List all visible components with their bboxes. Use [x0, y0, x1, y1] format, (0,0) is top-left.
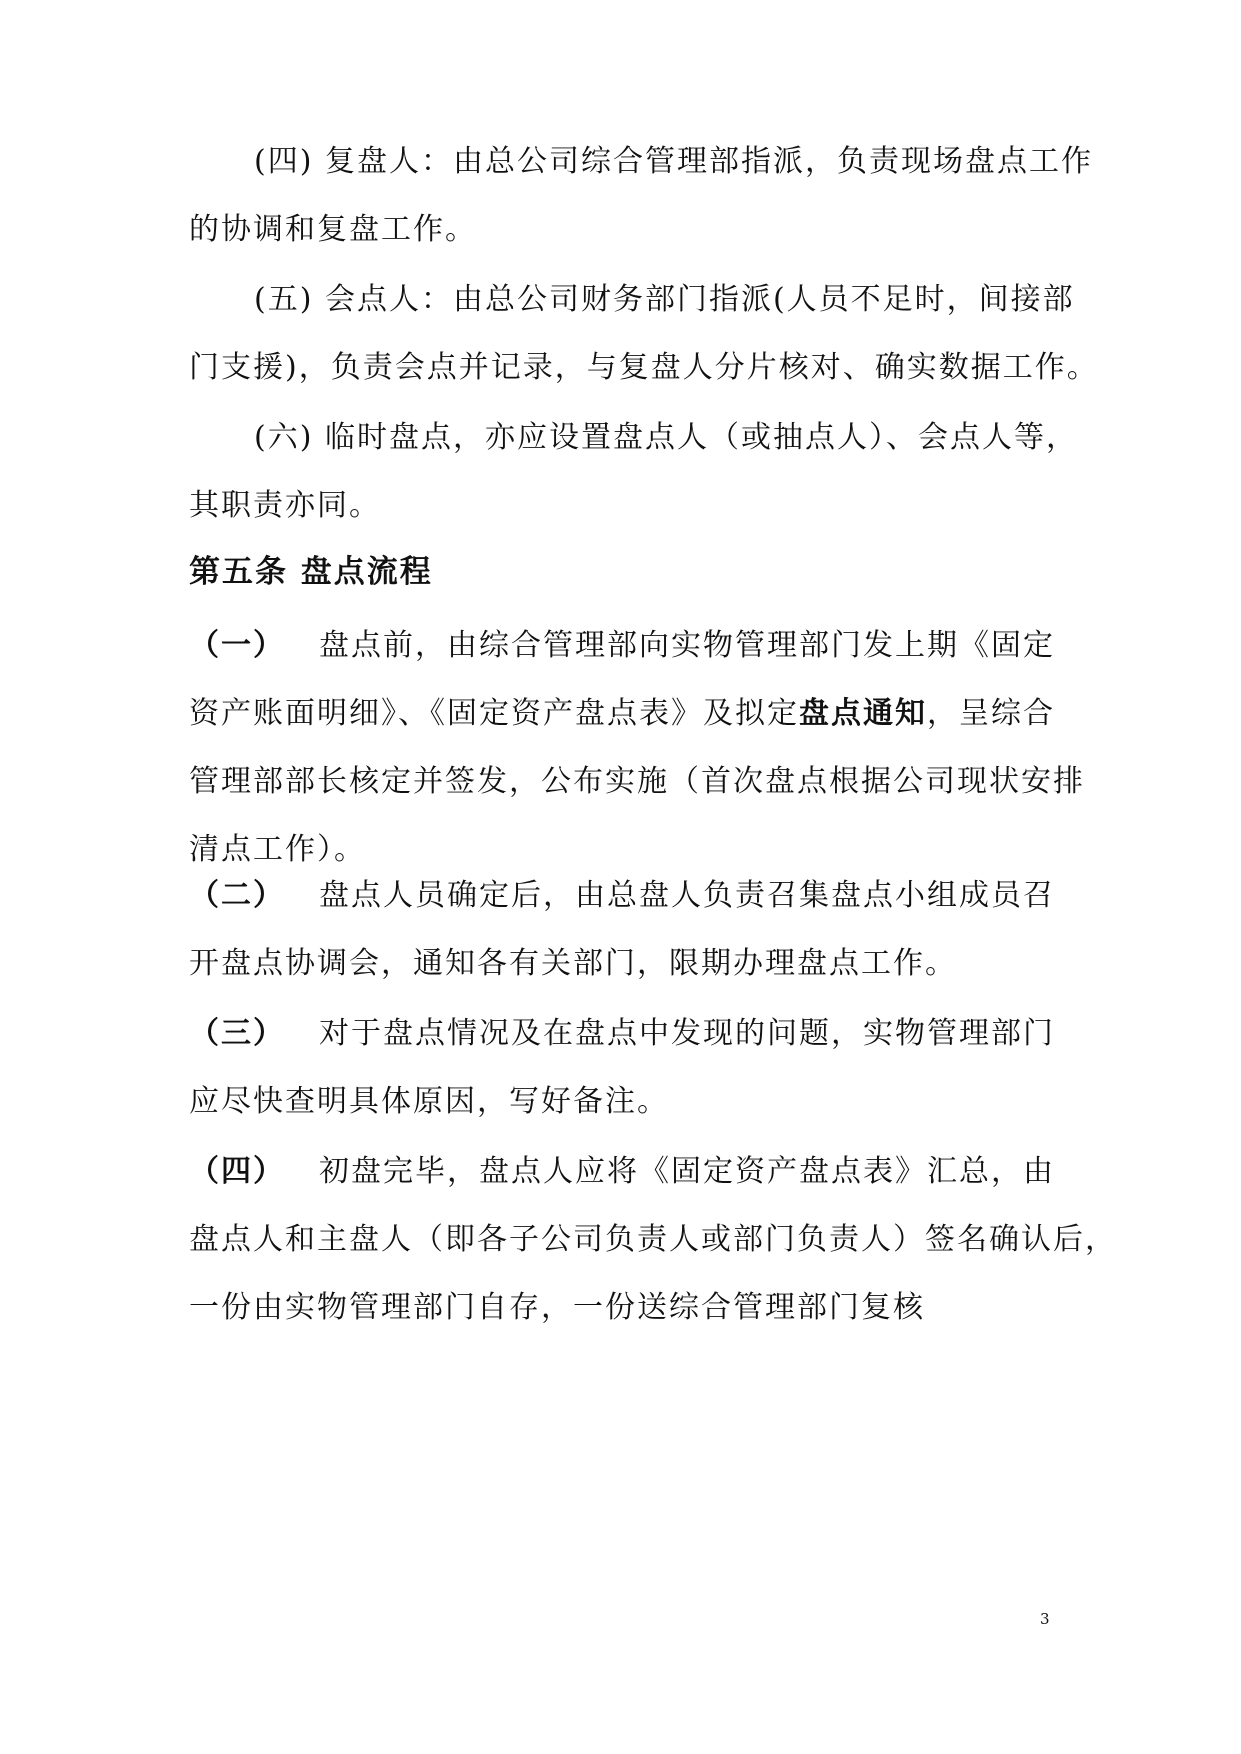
item-text: 盘点人和主盘人（即各子公司负责人或部门负责人）签名确认后， — [189, 1222, 1117, 1257]
list-item — [189, 612, 1085, 884]
item-number: （一） — [189, 628, 285, 663]
item-text: 盘点前，由综合管理部向实物管理部门发上期《固定 — [319, 628, 1055, 663]
list-item — [189, 1000, 1059, 1136]
paragraph-line: 的协调和复盘工作。 — [189, 212, 477, 247]
paragraph-line: 门支援)，负责会点并记录，与复盘人分片核对、确实数据工作。 — [189, 350, 1099, 385]
item-text: 应尽快查明具体原因，写好备注。 — [189, 1084, 669, 1119]
item-number: （三） — [189, 1016, 285, 1051]
list-item — [189, 1138, 1117, 1342]
page-number: 3 — [1040, 1610, 1050, 1628]
paragraph-line: (五) 会点人：由总公司财务部门指派(人员不足时，间接部 — [254, 282, 1075, 317]
paragraph-line: (六) 临时盘点，亦应设置盘点人（或抽点人）、会点人等， — [254, 420, 1078, 455]
item-text: 盘点人员确定后，由总盘人负责召集盘点小组成员召 — [319, 878, 1055, 913]
item-text: 初盘完毕，盘点人应将《固定资产盘点表》汇总，由 — [319, 1154, 1055, 1189]
item-text: 对于盘点情况及在盘点中发现的问题，实物管理部门 — [319, 1016, 1055, 1051]
item-text: 资产账面明细》、《固定资产盘点表》及拟定 — [189, 696, 799, 731]
paragraph-reviewer — [189, 128, 1093, 264]
paragraph-line: (四) 复盘人：由总公司综合管理部指派，负责现场盘点工作 — [254, 144, 1093, 179]
item-text: 开盘点协调会，通知各有关部门，限期办理盘点工作。 — [189, 946, 957, 981]
list-item — [189, 862, 1059, 998]
item-text: 管理部部长核定并签发，公布实施（首次盘点根据公司现状安排 — [189, 764, 1085, 799]
bold-term: 盘点通知 — [799, 696, 927, 731]
paragraph-temporary — [189, 404, 1078, 540]
item-text: 一份由实物管理部门自存，一份送综合管理部门复核 — [189, 1290, 925, 1325]
item-number: （二） — [189, 878, 285, 913]
paragraph-counter — [189, 266, 1099, 402]
item-text: 清点工作）。 — [189, 832, 366, 867]
section-heading: 第五条 盘点流程 — [189, 554, 433, 590]
paragraph-line: 其职责亦同。 — [189, 488, 381, 523]
item-text: ，呈综合 — [927, 696, 1055, 731]
item-number: （四） — [189, 1154, 285, 1189]
